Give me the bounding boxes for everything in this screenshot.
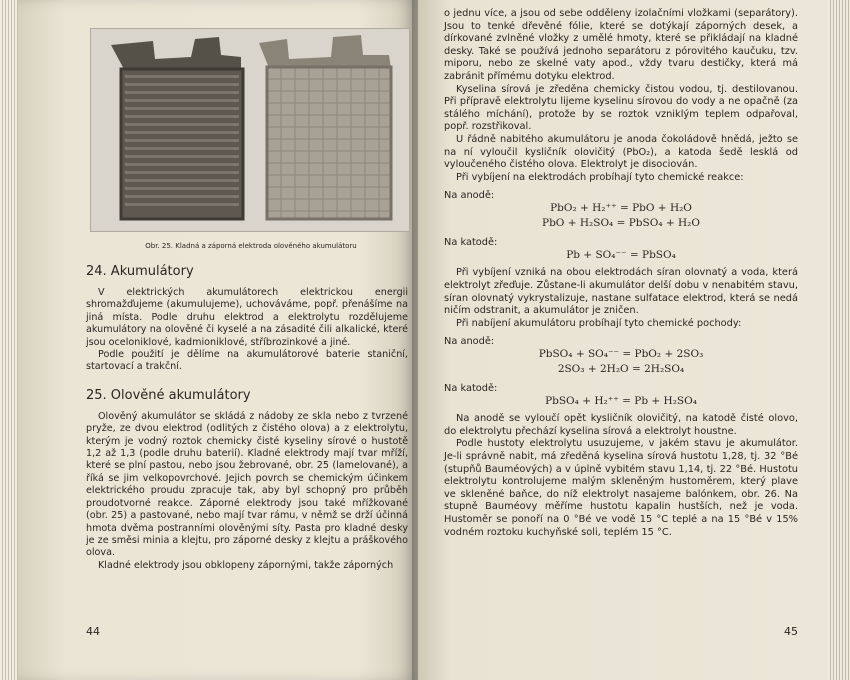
equation-4: PbSO₄ + SO₄⁻⁻ = PbO₂ + 2SO₃ — [538, 348, 704, 361]
anode-label-charge: Na anodě: — [444, 336, 495, 348]
page-number-left: 44 — [86, 625, 100, 638]
figure-caption: Obr. 25. Kladná a záporná elektroda olověného akumulátoru — [145, 242, 357, 250]
equation-3: Pb + SO₄⁻⁻ = PbSO₄ — [566, 249, 676, 262]
page-number-right: 45 — [784, 625, 798, 638]
right-page — [418, 0, 828, 680]
section-25-paragraph-2: Kladné elektrody jsou obklopeny zápornými, takže záporných — [98, 559, 394, 571]
equation-6: PbSO₄ + H₂⁺⁺ = Pb + H₂SO₄ — [545, 395, 697, 408]
right-paragraph-2: Kyselina sírová je zředěna chemicky čistou vodou, tj. destilovanou. Při přípravě elektrolytu lijeme kyselinu sírovou do vody a ne opačně (za stálého míchání), protože by se roztok vzniklým teplem odpařoval, popř. rozstřikoval. — [444, 83, 798, 133]
right-paragraph-6: Při nabíjení akumulátoru probíhají tyto chemické pochody: — [456, 317, 742, 329]
equation-2: PbO + H₂SO₄ = PbSO₄ + H₂O — [542, 217, 700, 230]
electrode-photo-figure — [90, 28, 410, 232]
right-paragraph-3: U řádně nabitého akumulátoru je anoda čokoládově hnědá, ježto se na ní vyloučil kysličník olovičitý (PbO₂), a katoda šedě lesklá od vyloučeného čistého olova. Elektrolyt je disociován. — [444, 133, 798, 171]
right-page-edges — [828, 0, 850, 680]
left-page — [18, 0, 418, 680]
section-24-heading: 24. Akumulátory — [86, 264, 194, 279]
right-paragraph-7: Na anodě se vyloučí opět kysličník olovičitý, na katodě čisté olovo, do elektrolytu přechází kyselina sírová a elektrolyt houstne. — [444, 413, 798, 437]
section-24-paragraph-1: V elektrických akumulátorech elektrickou energii shromažďujeme (akumulujeme), uchováváme, popř. přenášíme na jiná místa. Podle druhu elektrod a elektrolytu rozdělujeme akumulátory na olověné či kyselé a na zásadité čili alkalické, které jsou oceloniklové, kadmioniklové, stříbrozinkové a jiné. — [86, 287, 408, 348]
right-paragraph-8: Podle hustoty elektrolytu usuzujeme, v jakém stavu je akumulátor. Je-li správně nabit, má zředěná kyselina sírová hustotu 1,28, tj. 32 °Bé (stupňů Bauméových) a v úplně vybitém stavu 1,14, tj. 22 °Bé. Hustotu elektrolytu kontrolujeme malým skleněným hustoměrem, který plave ve skleněné baňce, do níž elektrolyt nasajeme balónkem, obr. 26. Na stupně Bauméovy měříme hustotu kapalin hustších, než je voda. Hustoměr se ponoří na 0 °Bé ve vodě 15 °C teplé a na 15 °Bé v 15% vodném roztoku kuchyňské soli, teplém 15 °C. — [444, 438, 798, 538]
anode-label-discharge: Na anodě: — [444, 190, 495, 202]
left-page-edges — [0, 0, 18, 680]
section-25-heading: 25. Olověné akumulátory — [86, 387, 251, 403]
equation-1: PbO₂ + H₂⁺⁺ = PbO + H₂O — [550, 202, 692, 215]
section-24-paragraph-2: Podle použití je dělíme na akumulátorové baterie staniční, startovací a trakční. — [86, 349, 408, 373]
cathode-label-charge: Na katodě: — [444, 383, 498, 395]
equation-5: 2SO₃ + 2H₂O = 2H₂SO₄ — [557, 363, 685, 376]
right-paragraph-1: o jednu více, a jsou od sebe odděleny izolačními vložkami (separátory). Jsou to tenké dřevěné fólie, které se dotýkají záporných desek, a dírkované zvlněné vložky z umělé hmoty, které se přikládají na kladné desky. Také se používá jednoho separátoru z pórovitého kaučuku, tzv. miporu, nebo ze skelné vaty apod., vždy tvaru destičky, která má zabránit přímému dotyku elektrod. — [444, 8, 798, 82]
electrode-photo — [91, 29, 409, 231]
right-paragraph-5: Při vybíjení vzniká na obou elektrodách síran olovnatý a voda, která elektrolyt zřeďuje. Zůstane-li akumulátor delší dobu v nenabitém stavu, síran olovnatý vykrystalizuje, nastane sulfatace elektrod, která se nedá ničím odstranit, a akumulátor je zničen. — [444, 267, 798, 317]
cathode-label-discharge: Na katodě: — [444, 237, 498, 249]
right-paragraph-4: Při vybíjení na elektrodách probíhají tyto chemické reakce: — [456, 171, 744, 183]
section-25-paragraph-1: Olověný akumulátor se skládá z nádoby ze skla nebo z tvrzené pryže, ze dvou elektrod (odlitých z čistého olova) a z elektrolytu, kterým je vodný roztok chemicky čisté kyseliny sírové o hustotě 1,2 až 1,3 (podle druhu baterií). Kladné elektrody mají tvar mříží, které se plní pastou, nebo jsou žebrované, obr. 25 (lamelované), a říká se jim velkopovrchové. Jejich povrch se chemickým účinkem elektrického proudu zpracuje tak, aby byl schopný pro průběh proudotvorné reakce. Záporné elektrody jsou také mřížkované (obr. 25) a pastované, nebo mají tvar rámu, v němž se drží účinná hmota dvěma postranními olověnými síty. Pasta pro kladné desky je ze směsi minia a klejtu, pro záporné desky z klejtu a práškového olova. — [86, 410, 408, 559]
